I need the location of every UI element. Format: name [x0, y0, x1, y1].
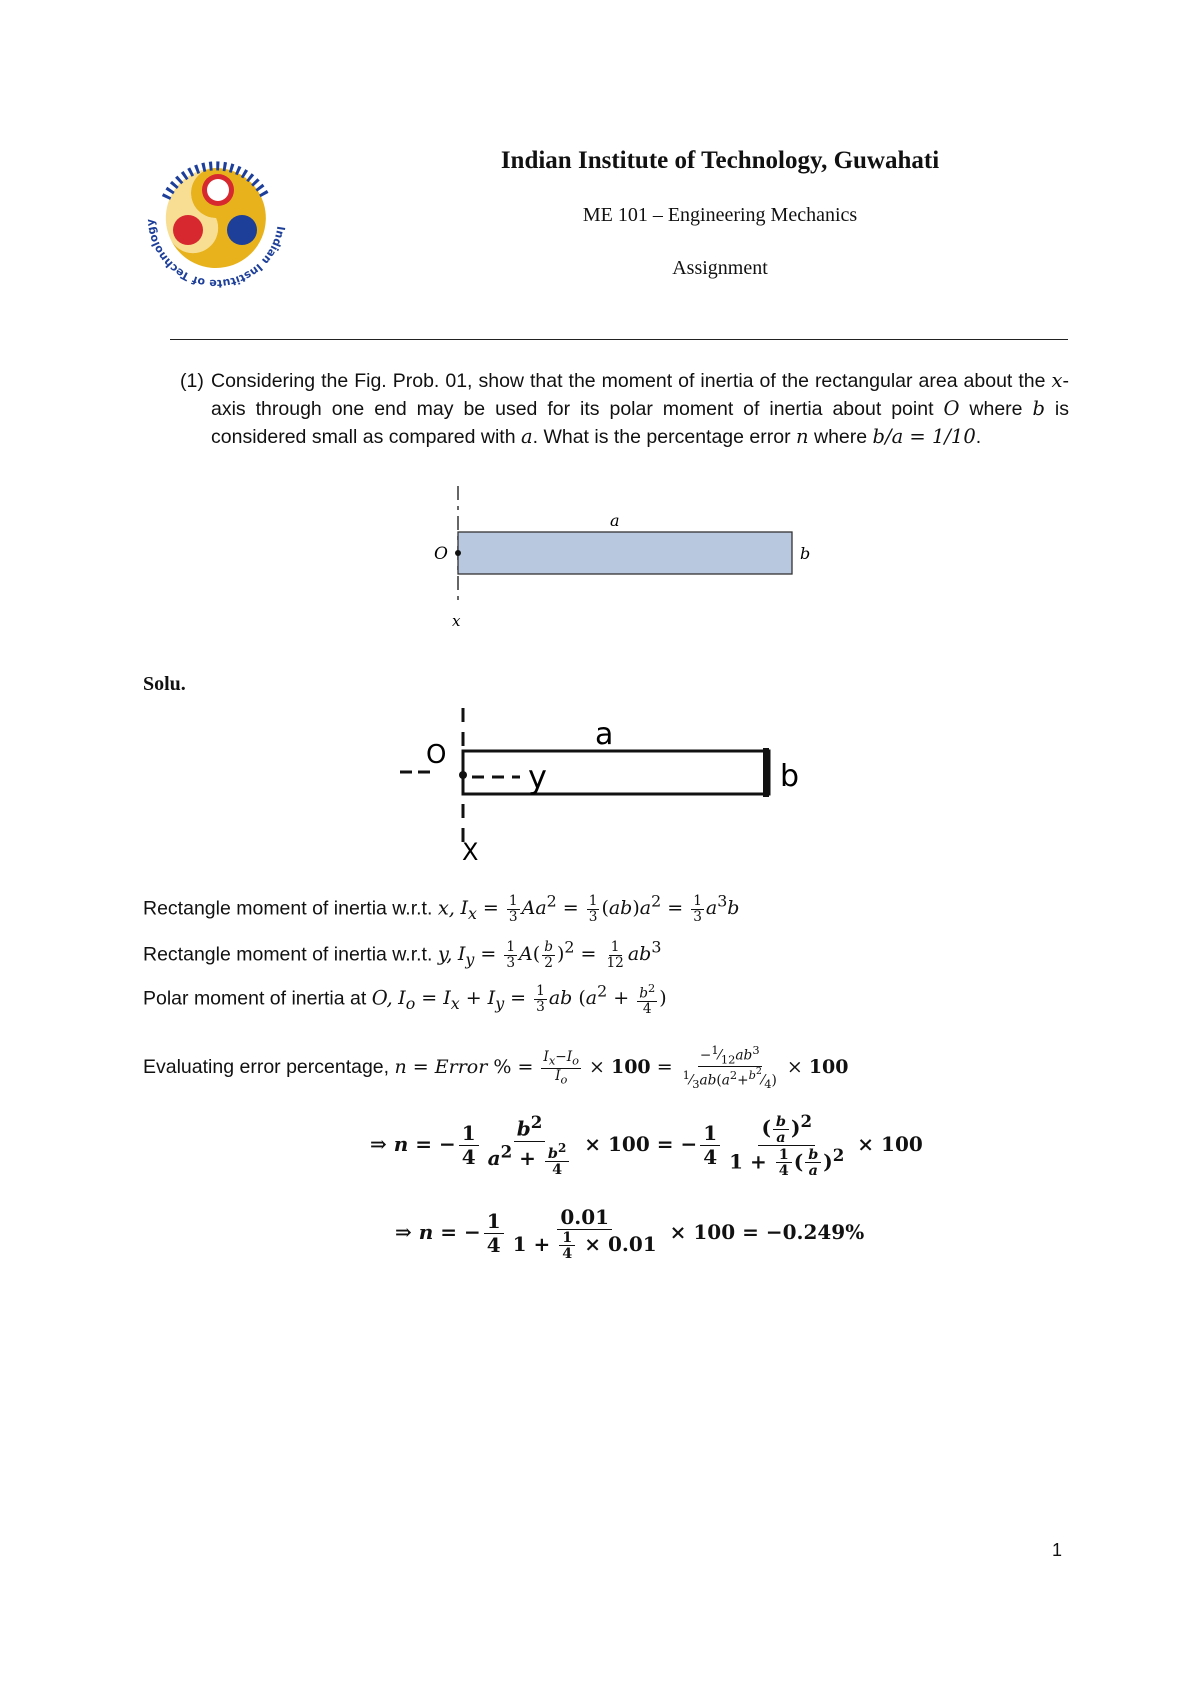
line1-text: Rectangle moment of inertia w.r.t.	[143, 897, 433, 920]
solution-sketch	[400, 708, 820, 868]
var-O: O	[943, 397, 960, 420]
problem-text-4: is considered small as compared with	[211, 398, 1069, 448]
equation-line-4	[143, 1045, 848, 1091]
equation-line-2	[143, 934, 661, 974]
equation-line-3	[143, 978, 667, 1018]
problem-text-3: where	[969, 398, 1023, 420]
equation-line-1	[143, 888, 739, 928]
line2-var: y,	[437, 942, 453, 966]
line1-var: x,	[437, 896, 456, 920]
line3-text: Polar moment of inertia at	[143, 987, 367, 1010]
institute-title: Indian Institute of Technology, Guwahati	[500, 147, 940, 174]
document-type: Assignment	[672, 257, 768, 279]
var-x: x	[1051, 369, 1063, 392]
figure-prob-01	[420, 486, 820, 636]
sketch-label-y: y	[528, 758, 547, 796]
final-result: −0.249%	[765, 1220, 865, 1245]
problem-number: (1)	[180, 370, 204, 392]
sketch-label-b: b	[780, 759, 800, 794]
eq-iy: $I_y$ = $\frac{1}{3}$ A( $\frac{b}{2}$ )$^2$ = $\frac{1}{12}$ $ab^3$	[457, 938, 662, 971]
equation-line-6: ⇒ n = − $\frac{1}{4}$ 0.01 1 + $\frac{1}{4}$ × 0.01 × 100 = −0.249%	[395, 1205, 865, 1263]
institute-logo	[136, 138, 296, 298]
ratio: b/a = 1/10	[872, 425, 976, 448]
problem-text-6: where	[814, 426, 868, 448]
line2-text: Rectangle moment of inertia w.r.t.	[143, 943, 433, 966]
label-b: b	[800, 544, 811, 563]
solution-heading: Solu.	[143, 673, 186, 695]
problem-statement	[211, 367, 1069, 451]
sketch-label-a: a	[595, 717, 614, 752]
var-n: n	[796, 425, 809, 448]
label-O: O	[434, 544, 448, 564]
eq-io: $I_o = I_x + I_y$ = $\frac{1}{3}$ ab ($a^2$ + $\frac{b^2}{4}$ )	[398, 980, 667, 1017]
header-divider	[170, 339, 1068, 340]
var-b: b	[1032, 397, 1045, 420]
problem-text-1: Considering the Fig. Prob. 01, show that the moment of inertia of the rectangular area about the	[211, 370, 1046, 392]
sketch-label-O: O	[426, 740, 447, 770]
line3-var: O,	[371, 986, 393, 1010]
var-a: a	[520, 425, 533, 448]
rectangle-area	[458, 532, 792, 574]
label-x: x	[452, 612, 461, 630]
problem-text-5: . What is the percentage error	[532, 426, 791, 448]
line4-text: Evaluating error percentage,	[143, 1056, 390, 1079]
sketch-label-x: X	[462, 838, 479, 866]
equation-line-5: ⇒ n = − $\frac{1}{4}$ $b^2$ $a^2$ + $\frac{b^2}{4}$ × 100 = − $\frac{1}{4}$ ( $\frac{b}{a}$ )$^2$ 1 + $\frac{1}{4}$ ( $\frac{b}{a}$ )$^2$ × 100	[370, 1111, 923, 1180]
page-number: 1	[1052, 1540, 1063, 1560]
problem-text-2: -axis through one end may be used for its polar moment of inertia about point	[211, 370, 1070, 420]
label-a: a	[610, 511, 620, 530]
course-title: ME 101 – Engineering Mechanics	[582, 204, 858, 226]
eq-ix: $I_x$ = $\frac{1}{3}$ $Aa^2$ = $\frac{1}{3}$ $(ab)a^2$ = $\frac{1}{3}$ $a^3b$	[460, 892, 740, 925]
eq-error: n = Error % = $\frac{I_x-I_o}{I_o}$ × 100 = $\frac{-^1⁄_{12}ab^3}{^1⁄_3ab(a^2+^{b^2}⁄_4)}$ × 100	[394, 1043, 849, 1092]
logo-ring-text: Indian Institute of Technology	[143, 218, 288, 291]
period: .	[975, 426, 982, 448]
